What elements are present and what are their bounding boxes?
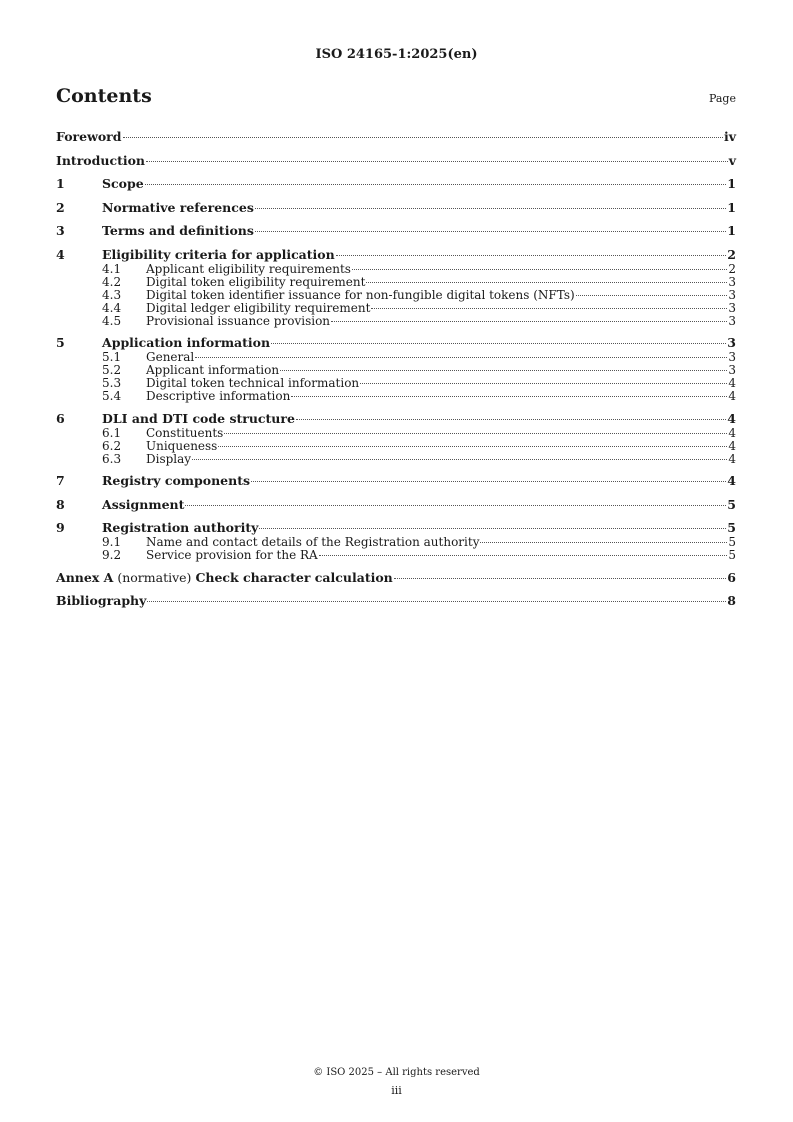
toc-entry-page: 4 — [727, 473, 736, 488]
toc-entry-label: Scope — [102, 176, 144, 191]
toc-entry-label: Introduction — [56, 152, 146, 168]
dot-leader — [259, 528, 726, 529]
toc-entry-page: 4 — [728, 376, 736, 390]
dot-leader — [352, 269, 727, 270]
toc-entry-number: 4.4 — [102, 300, 122, 315]
dot-leader — [360, 383, 727, 384]
toc-entry-label: Applicant information — [146, 363, 280, 377]
toc-entry-number: 8 — [56, 496, 65, 512]
toc-entry-number: 9.1 — [102, 535, 122, 549]
dot-leader — [331, 321, 727, 322]
toc-entry-number: 6 — [56, 410, 65, 426]
toc-entry-label: Digital token identifier issuance for non-fungible digital tokens (NFTs) — [146, 287, 575, 302]
dot-leader — [251, 481, 726, 482]
toc-entry-label: Applicant eligibility requirements — [146, 261, 351, 276]
toc-entry-number: 5.2 — [102, 363, 122, 377]
toc-entry-application-information[interactable] — [56, 335, 736, 351]
dot-leader — [336, 255, 727, 256]
toc-entry-page: 2 — [728, 261, 736, 276]
dot-leader — [146, 161, 728, 162]
toc-entry-label: Digital ledger eligibility requirement — [146, 300, 371, 315]
toc-subentry-6-2[interactable] — [56, 440, 736, 453]
toc-entry-page: 5 — [728, 548, 736, 562]
toc-entry-page: iv — [723, 129, 736, 144]
toc-subentry-4-4[interactable] — [56, 302, 736, 315]
toc-entry-annex-prefix: Annex A — [56, 569, 114, 585]
toc-entry-page: 5 — [727, 520, 736, 535]
toc-entry-label: General — [146, 350, 195, 364]
toc-subentry-9-2[interactable] — [56, 549, 736, 562]
toc-subentry-4-1[interactable] — [56, 263, 736, 276]
toc-entry-page: 8 — [727, 593, 736, 608]
toc-entry-number: 5.3 — [102, 376, 122, 390]
dot-leader — [224, 433, 727, 434]
dot-leader — [576, 295, 728, 296]
toc-entry-scope[interactable] — [56, 176, 736, 192]
toc-entry-number: 3 — [56, 223, 65, 238]
toc-entry-label: Service provision for the RA — [146, 548, 318, 562]
toc-entry-page: 5 — [727, 496, 736, 512]
toc-entry-registration-authority[interactable] — [56, 520, 736, 536]
toc-entry-label: Registration authority — [102, 520, 259, 535]
toc-entry-number: 7 — [56, 473, 65, 488]
toc-entry-number: 4.2 — [102, 274, 122, 289]
toc-entry-assignment[interactable] — [56, 497, 736, 513]
toc-entry-label: Name and contact details of the Registration authority — [146, 535, 480, 549]
toc-entry-number: 6.1 — [102, 425, 122, 440]
toc-entry-page: 1 — [727, 199, 736, 215]
toc-entry-page: 5 — [728, 535, 736, 549]
toc-entry-page: 3 — [728, 350, 736, 364]
dot-leader — [366, 282, 727, 283]
toc-entry-page: v — [728, 152, 736, 168]
toc-subentry-4-3[interactable] — [56, 289, 736, 302]
toc-entry-label: Bibliography — [56, 593, 147, 608]
toc-entry-page: 1 — [727, 176, 736, 191]
toc-entry-number: 6.3 — [102, 451, 122, 466]
toc-entry-label: Eligibility criteria for application — [102, 246, 335, 262]
toc-entry-page: 3 — [727, 335, 736, 350]
toc-entry-page: 4 — [727, 410, 736, 426]
toc-entry-annex-qualifier: (normative) — [117, 569, 192, 585]
toc-entry-label: Descriptive information — [146, 389, 291, 403]
toc-entry-label: Registry components — [102, 473, 251, 488]
toc-entry-number: 4.1 — [102, 261, 122, 276]
toc-entry-registry-components[interactable] — [56, 473, 736, 489]
dot-leader — [291, 396, 727, 397]
toc-entry-label: Foreword — [56, 129, 122, 144]
toc-entry-number: 4 — [56, 246, 65, 262]
toc-entry-terms-and-definitions[interactable] — [56, 223, 736, 239]
toc-entry-number: 1 — [56, 176, 65, 191]
dot-leader — [123, 137, 723, 138]
toc-entry-number: 2 — [56, 199, 65, 215]
toc-subentry-6-1[interactable] — [56, 427, 736, 440]
toc-entry-label: Check character calculation — [195, 569, 393, 585]
toc-entry-page: 4 — [728, 451, 736, 466]
toc-entry-label: Constituents — [146, 425, 224, 440]
toc-subentry-5-4[interactable] — [56, 390, 736, 403]
table-of-contents — [56, 129, 736, 609]
toc-entry-number: 5.1 — [102, 350, 122, 364]
dot-leader — [218, 446, 727, 447]
toc-entry-label: Application information — [102, 335, 271, 350]
dot-leader — [271, 343, 726, 344]
dot-leader — [145, 184, 727, 185]
toc-entry-bibliography[interactable] — [56, 593, 736, 609]
toc-subentry-6-3[interactable] — [56, 453, 736, 466]
dot-leader — [280, 370, 727, 371]
toc-entry-page: 4 — [728, 438, 736, 453]
dot-leader — [394, 578, 727, 579]
toc-entry-page: 6 — [727, 569, 736, 585]
dot-leader — [255, 208, 726, 209]
toc-entry-page: 4 — [728, 389, 736, 403]
dot-leader — [296, 419, 726, 420]
copyright-notice: © ISO 2025 – All rights reserved — [313, 1067, 480, 1078]
dot-leader — [195, 357, 727, 358]
toc-entry-page: 3 — [728, 287, 736, 302]
toc-entry-number: 9 — [56, 520, 65, 535]
toc-entry-number: 4.3 — [102, 287, 122, 302]
toc-entry-label: Display — [146, 451, 192, 466]
toc-entry-page: 3 — [728, 313, 736, 328]
dot-leader — [480, 542, 727, 543]
toc-entry-label: Uniqueness — [146, 438, 218, 453]
toc-entry-number: 5.4 — [102, 389, 122, 403]
toc-entry-code-structure[interactable] — [56, 411, 736, 427]
toc-entry-label: Assignment — [102, 496, 185, 512]
dot-leader — [255, 231, 726, 232]
page-title: Contents — [56, 85, 152, 107]
toc-entry-page: 2 — [727, 246, 736, 262]
page-number: iii — [391, 1084, 402, 1097]
toc-entry-label: Digital token technical information — [146, 376, 360, 390]
page-column-label: Page — [708, 92, 736, 105]
dot-leader — [185, 505, 726, 506]
document-header: ISO 24165-1:2025(en) — [315, 47, 478, 62]
toc-entry-page: 3 — [728, 274, 736, 289]
toc-entry-label: Normative references — [102, 199, 254, 215]
toc-entry-page: 3 — [728, 363, 736, 377]
toc-entry-eligibility-criteria[interactable] — [56, 247, 736, 263]
toc-entry-annex-a[interactable] — [56, 570, 736, 586]
toc-entry-number: 5 — [56, 335, 65, 350]
toc-entry-number: 4.5 — [102, 313, 122, 328]
toc-entry-label: Terms and definitions — [102, 223, 254, 238]
toc-entry-number: 9.2 — [102, 548, 122, 562]
toc-entry-introduction[interactable] — [56, 153, 736, 169]
toc-entry-page: 4 — [728, 425, 736, 440]
dot-leader — [147, 601, 726, 602]
toc-entry-label: Provisional issuance provision — [146, 313, 331, 328]
toc-entry-page: 1 — [727, 223, 736, 238]
toc-entry-foreword[interactable] — [56, 129, 736, 145]
dot-leader — [319, 555, 728, 556]
toc-entry-normative-references[interactable] — [56, 200, 736, 216]
toc-subentry-4-2[interactable] — [56, 276, 736, 289]
dot-leader — [371, 308, 727, 309]
toc-subentry-4-5[interactable] — [56, 315, 736, 328]
toc-entry-label: DLI and DTI code structure — [102, 410, 295, 426]
dot-leader — [192, 459, 727, 460]
toc-entry-label: Digital token eligibility requirement — [146, 274, 366, 289]
toc-entry-page: 3 — [728, 300, 736, 315]
toc-entry-number: 6.2 — [102, 438, 122, 453]
